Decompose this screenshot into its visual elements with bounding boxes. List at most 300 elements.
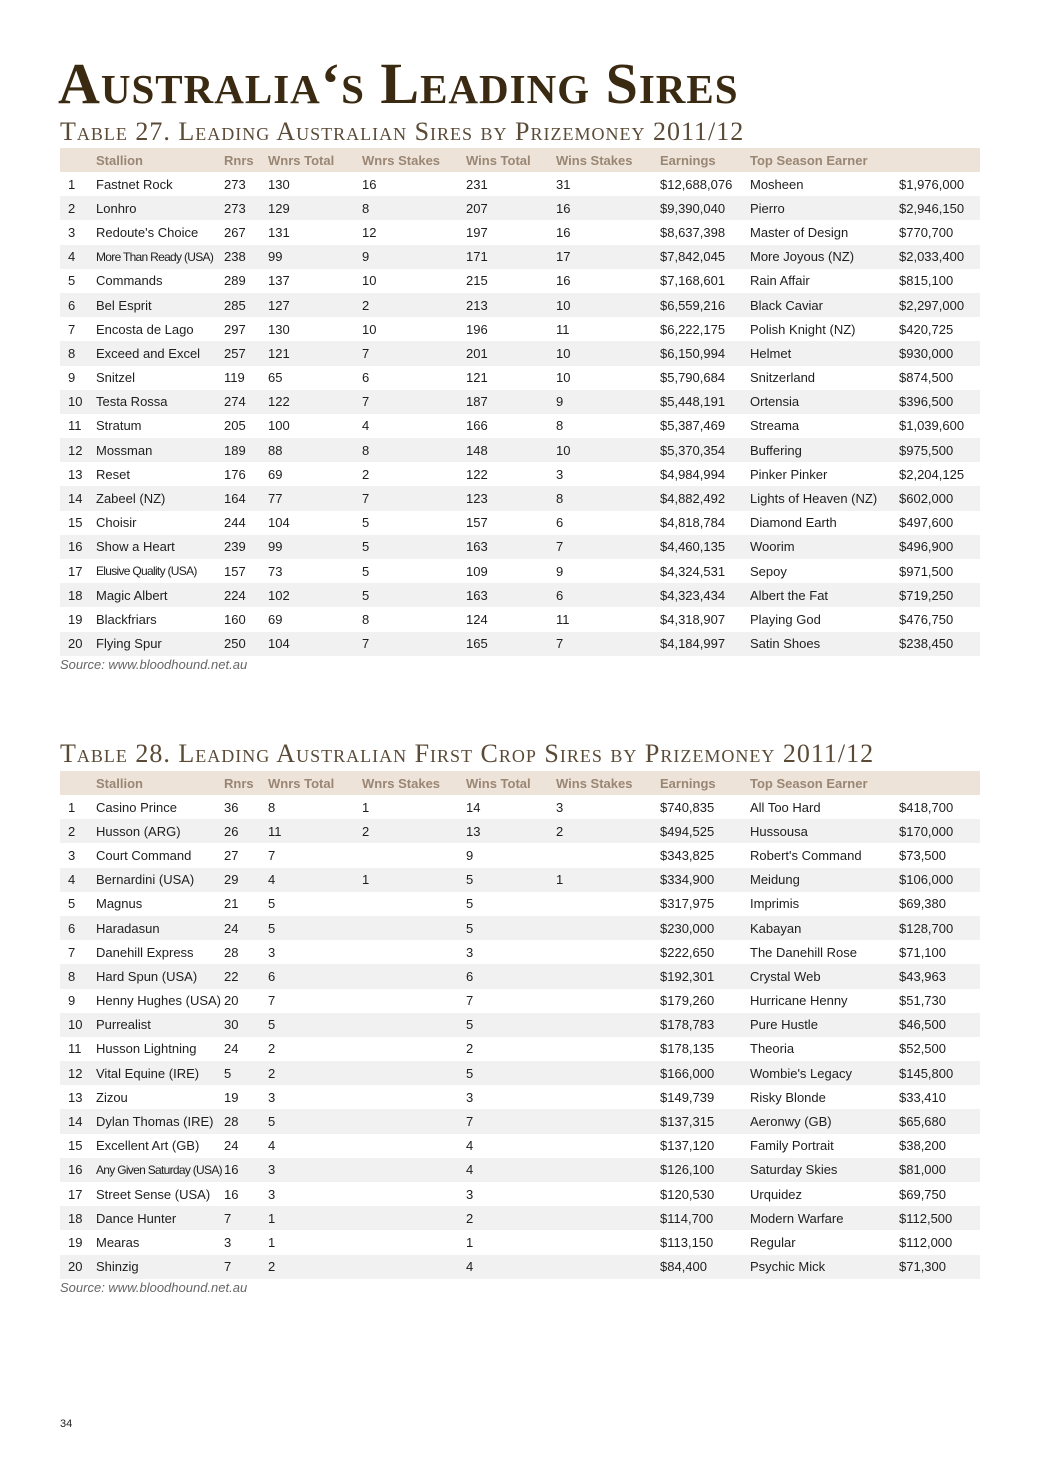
cell-wins-stakes: 17: [556, 245, 660, 269]
cell-wnrs-stakes: 7: [362, 341, 466, 365]
cell-wnrs-total: 104: [268, 515, 290, 531]
cell-top-earner-prize: $1,976,000: [899, 176, 965, 192]
cell-wnrs-total: 5: [268, 1013, 362, 1037]
cell-rank: 3: [68, 224, 76, 240]
cell-rnrs: 30: [224, 1013, 268, 1037]
cell-earnings: $179,260: [660, 993, 715, 1009]
cell-rank: 3: [68, 847, 76, 863]
table-row: [60, 196, 980, 220]
table-27-header: [60, 148, 980, 172]
cell-top-earner-prize: $815,100: [899, 273, 954, 289]
cell-wnrs-stakes: [362, 892, 466, 916]
table-row: [60, 892, 980, 916]
table-row: [60, 795, 980, 819]
cell-earnings: $222,650: [660, 944, 715, 960]
table-row: [60, 819, 980, 843]
cell-earnings: $7,842,045: [660, 245, 750, 269]
cell-stallion: Dylan Thomas (IRE): [96, 1109, 224, 1133]
cell-wins-stakes: [556, 1158, 660, 1182]
cell-wins-total: 3: [466, 944, 474, 960]
cell-wnrs-stakes: 6: [362, 370, 370, 386]
cell-wnrs-stakes: 9: [362, 245, 466, 269]
cell-rnrs: 28: [224, 1109, 268, 1133]
cell-wnrs-stakes: [362, 1206, 466, 1230]
cell-earnings: $126,100: [660, 1158, 750, 1182]
cell-wnrs-total: 3: [268, 944, 276, 960]
cell-earnings: $4,184,997: [660, 632, 750, 656]
table-row: [60, 1013, 980, 1037]
header-wins-stakes: Wins Stakes: [556, 771, 660, 795]
cell-wins-total: 5: [466, 1013, 556, 1037]
cell-wins-total: 4: [466, 1138, 474, 1154]
cell-earnings: $4,984,994: [660, 466, 726, 482]
cell-rank: 5: [68, 896, 76, 912]
cell-wnrs-total: 65: [268, 370, 283, 386]
cell-wnrs-stakes: 4: [362, 418, 370, 434]
cell-rnrs: 224: [224, 583, 268, 607]
cell-rank: 5: [68, 273, 76, 289]
cell-wins-stakes: 8: [556, 486, 660, 510]
cell-earnings: $343,825: [660, 847, 715, 863]
cell-stallion: Shinzig: [96, 1255, 224, 1279]
cell-rnrs: 119: [224, 370, 245, 386]
table-row: [60, 1182, 980, 1206]
cell-wins-total: 3: [466, 1186, 474, 1202]
cell-rnrs: 19: [224, 1089, 239, 1105]
cell-rnrs: 189: [224, 438, 268, 462]
table-row: [60, 220, 980, 244]
cell-stallion: Commands: [96, 273, 163, 289]
table-28-source: Source: www.bloodhound.net.au: [60, 1280, 248, 1295]
cell-wnrs-total: 130: [268, 176, 290, 192]
cell-stallion: Choisir: [96, 515, 137, 531]
cell-wins-stakes: 3: [556, 466, 564, 482]
cell-rnrs: 157: [224, 563, 246, 579]
table-row: [60, 1109, 980, 1133]
cell-stallion: Lonhro: [96, 196, 224, 220]
cell-rank: 11: [68, 1041, 82, 1057]
cell-wins-total: 207: [466, 196, 556, 220]
cell-rank: 14: [60, 486, 96, 510]
cell-wnrs-stakes: 2: [362, 466, 370, 482]
cell-wins-total: 196: [466, 321, 488, 337]
cell-rank: 12: [60, 438, 96, 462]
cell-stallion: Bernardini (USA): [96, 868, 224, 892]
cell-wins-stakes: [556, 1230, 660, 1254]
cell-wins-total: 148: [466, 438, 556, 462]
cell-wnrs-total: 69: [268, 466, 283, 482]
cell-wins-stakes: 11: [556, 611, 570, 627]
cell-earnings: $5,387,469: [660, 418, 726, 434]
cell-stallion: Dance Hunter: [96, 1206, 224, 1230]
table-row: [60, 1255, 980, 1279]
cell-wnrs-total: 137: [268, 273, 290, 289]
header-wins-total: Wins Total: [466, 148, 556, 172]
cell-wins-stakes: 10: [556, 438, 660, 462]
cell-rank: 1: [68, 176, 76, 192]
cell-rank: 9: [68, 993, 76, 1009]
cell-stallion: Flying Spur: [96, 632, 224, 656]
cell-wnrs-stakes: 5: [362, 583, 466, 607]
cell-rnrs: 27: [224, 847, 239, 863]
cell-wnrs-total: 77: [268, 486, 362, 510]
cell-top-season-earner: Rain Affair: [750, 273, 810, 289]
cell-rank: 12: [60, 1061, 96, 1085]
cell-wnrs-stakes: [362, 1013, 466, 1037]
cell-stallion: Mearas: [96, 1234, 140, 1250]
cell-earnings: $178,783: [660, 1013, 750, 1037]
cell-earnings: $5,448,191: [660, 390, 750, 414]
table-row: [60, 269, 980, 293]
cell-stallion: Casino Prince: [96, 799, 177, 815]
cell-wnrs-total: 100: [268, 418, 290, 434]
cell-wins-total: 9: [466, 847, 474, 863]
cell-top-earner-prize: $2,204,125: [899, 466, 965, 482]
cell-rnrs: 20: [224, 993, 239, 1009]
cell-rnrs: 16: [224, 1158, 268, 1182]
cell-wnrs-total: 99: [268, 245, 362, 269]
cell-wins-stakes: [556, 843, 660, 867]
cell-wins-total: 109: [466, 563, 488, 579]
cell-rnrs: 238: [224, 245, 268, 269]
cell-wnrs-total: 3: [268, 1186, 276, 1202]
cell-wins-total: 13: [466, 819, 556, 843]
header-rank: [60, 771, 96, 795]
cell-top-season-earner: Pure Hustle: [750, 1013, 899, 1037]
cell-rnrs: 16: [224, 1186, 239, 1202]
header-rnrs: Rnrs: [224, 771, 268, 795]
cell-wins-total: 121: [466, 370, 488, 386]
cell-rank: 19: [68, 611, 83, 627]
table-row: [60, 964, 980, 988]
cell-rnrs: 164: [224, 486, 268, 510]
cell-top-season-earner: All Too Hard: [750, 799, 821, 815]
cell-wins-stakes: 7: [556, 632, 660, 656]
cell-rnrs: 239: [224, 535, 268, 559]
cell-top-earner-prize: $874,500: [899, 370, 954, 386]
cell-top-season-earner: Diamond Earth: [750, 515, 837, 531]
cell-top-season-earner: Mosheen: [750, 176, 804, 192]
table-27-title: Table 27. Leading Australian Sires by Prizemoney 2011/12: [60, 117, 745, 146]
cell-top-earner-prize: $1,039,600: [899, 418, 965, 434]
cell-wnrs-stakes: 5: [362, 535, 466, 559]
cell-rnrs: 267: [224, 224, 246, 240]
cell-wnrs-stakes: 16: [362, 176, 377, 192]
table-row: [60, 366, 980, 390]
page-number: 34: [60, 1418, 73, 1430]
cell-top-season-earner: Pinker Pinker: [750, 466, 828, 482]
cell-wins-stakes: [556, 1013, 660, 1037]
cell-wnrs-stakes: 7: [362, 390, 466, 414]
cell-wnrs-total: 7: [268, 993, 276, 1009]
cell-rank: 17: [68, 563, 83, 579]
cell-top-earner-prize: $145,800: [899, 1061, 980, 1085]
cell-rank: 8: [60, 964, 96, 988]
cell-wins-total: 215: [466, 273, 488, 289]
cell-stallion: Zizou: [96, 1089, 128, 1105]
cell-top-earner-prize: $770,700: [899, 224, 954, 240]
cell-wnrs-stakes: [362, 1230, 466, 1254]
cell-earnings: $137,315: [660, 1109, 750, 1133]
table-row: [60, 1037, 980, 1061]
cell-stallion: Fastnet Rock: [96, 176, 173, 192]
table-row: [60, 462, 980, 486]
cell-wins-total: 14: [466, 799, 481, 815]
cell-rnrs: 205: [224, 418, 246, 434]
cell-wins-stakes: 1: [556, 868, 660, 892]
cell-rnrs: 29: [224, 868, 268, 892]
table-row: [60, 486, 980, 510]
table-row: [60, 1085, 980, 1109]
cell-rank: 13: [68, 1089, 83, 1105]
cell-wnrs-stakes: 1: [362, 868, 466, 892]
cell-stallion: Elusive Quality (USA): [96, 564, 197, 579]
cell-rnrs: 7: [224, 1206, 268, 1230]
table-row: [60, 632, 980, 656]
cell-stallion: Zabeel (NZ): [96, 486, 224, 510]
cell-wnrs-total: 7: [268, 847, 276, 863]
cell-rank: 8: [60, 341, 96, 365]
cell-rnrs: 21: [224, 896, 239, 912]
cell-wins-stakes: 16: [556, 224, 571, 240]
cell-top-season-earner: Master of Design: [750, 224, 849, 240]
table-row: [60, 341, 980, 365]
cell-top-season-earner: Lights of Heaven (NZ): [750, 486, 899, 510]
table-row: [60, 245, 980, 269]
cell-wins-total: 5: [466, 896, 474, 912]
cell-wins-stakes: 10: [556, 370, 571, 386]
table-row: [60, 172, 980, 196]
cell-rank: 7: [68, 944, 76, 960]
cell-wnrs-total: 5: [268, 896, 276, 912]
cell-top-season-earner: More Joyous (NZ): [750, 245, 899, 269]
header-wnrs-total: Wnrs Total: [268, 771, 362, 795]
cell-wnrs-stakes: 10: [362, 321, 377, 337]
cell-top-earner-prize: $81,000: [899, 1158, 980, 1182]
cell-wins-total: 166: [466, 418, 488, 434]
cell-top-earner-prize: $33,410: [899, 1089, 946, 1105]
table-row: [60, 293, 980, 317]
cell-rnrs: 250: [224, 632, 268, 656]
cell-wnrs-total: 5: [268, 916, 362, 940]
cell-top-season-earner: Woorim: [750, 535, 899, 559]
cell-wins-total: 4: [466, 1255, 556, 1279]
cell-wnrs-stakes: [362, 1085, 466, 1109]
cell-wnrs-total: 102: [268, 583, 362, 607]
table-row: [60, 583, 980, 607]
table-row: [60, 1206, 980, 1230]
cell-stallion: Hard Spun (USA): [96, 964, 224, 988]
cell-wins-total: 5: [466, 868, 556, 892]
cell-top-season-earner: Buffering: [750, 438, 899, 462]
cell-rank: 10: [60, 390, 96, 414]
cell-wins-total: 3: [466, 1089, 474, 1105]
cell-top-season-earner: Saturday Skies: [750, 1158, 899, 1182]
cell-earnings: $114,700: [660, 1206, 750, 1230]
cell-top-earner-prize: $112,000: [899, 1234, 953, 1250]
table-row: [60, 559, 980, 583]
cell-wins-total: 5: [466, 1061, 556, 1085]
cell-rnrs: 26: [224, 819, 268, 843]
cell-rank: 10: [60, 1013, 96, 1037]
cell-wins-stakes: [556, 1109, 660, 1133]
header-wins-stakes: Wins Stakes: [556, 148, 660, 172]
cell-wins-stakes: [556, 1255, 660, 1279]
cell-rnrs: 285: [224, 293, 268, 317]
cell-top-earner-prize: $52,500: [899, 1041, 946, 1057]
cell-stallion: Purrealist: [96, 1013, 224, 1037]
cell-wins-total: 1: [466, 1234, 474, 1250]
cell-wins-stakes: [556, 940, 660, 964]
cell-rnrs: 289: [224, 273, 246, 289]
cell-top-season-earner: Helmet: [750, 341, 899, 365]
cell-stallion: Husson Lightning: [96, 1041, 197, 1057]
cell-top-season-earner: Snitzerland: [750, 370, 816, 386]
cell-top-earner-prize: $71,300: [899, 1255, 980, 1279]
cell-wnrs-stakes: 2: [362, 293, 466, 317]
cell-stallion: Testa Rossa: [96, 390, 224, 414]
cell-top-earner-prize: $497,600: [899, 515, 954, 531]
cell-earnings: $5,790,684: [660, 370, 726, 386]
cell-wnrs-stakes: 7: [362, 486, 466, 510]
cell-rank: 14: [60, 1109, 96, 1133]
cell-wins-total: 124: [466, 611, 488, 627]
cell-stallion: Magnus: [96, 896, 143, 912]
cell-wnrs-stakes: 8: [362, 611, 370, 627]
cell-top-earner-prize: $476,750: [899, 611, 954, 627]
cell-top-earner-prize: $69,750: [899, 1186, 946, 1202]
cell-wins-total: 163: [466, 583, 556, 607]
header-top-earner-prize: [899, 771, 980, 795]
header-top-season-earner: Top Season Earner: [750, 771, 899, 795]
cell-rank: 15: [68, 1138, 83, 1154]
cell-rnrs: 244: [224, 515, 246, 531]
cell-rank: 4: [60, 868, 96, 892]
cell-wnrs-total: 99: [268, 535, 362, 559]
cell-rank: 20: [60, 1255, 96, 1279]
cell-stallion: Reset: [96, 466, 130, 482]
cell-rank: 4: [60, 245, 96, 269]
cell-wins-stakes: 10: [556, 341, 660, 365]
cell-earnings: $4,460,135: [660, 535, 750, 559]
table-28-header: [60, 771, 980, 795]
cell-rnrs: 24: [224, 1138, 239, 1154]
cell-wnrs-total: 2: [268, 1061, 362, 1085]
cell-wnrs-total: 121: [268, 341, 362, 365]
cell-wnrs-total: 5: [268, 1109, 362, 1133]
cell-wnrs-stakes: [362, 1255, 466, 1279]
table-28: [60, 771, 980, 1279]
cell-wins-total: 4: [466, 1158, 556, 1182]
cell-rank: 7: [68, 321, 76, 337]
cell-top-season-earner: Modern Warfare: [750, 1206, 899, 1230]
cell-wnrs-stakes: [362, 1158, 466, 1182]
cell-wnrs-stakes: 8: [362, 438, 466, 462]
cell-top-season-earner: Urquidez: [750, 1186, 803, 1202]
cell-stallion: Stratum: [96, 418, 142, 434]
table-row: [60, 940, 980, 964]
cell-earnings: $334,900: [660, 868, 750, 892]
header-stallion: Stallion: [96, 771, 224, 795]
cell-earnings: $149,739: [660, 1089, 715, 1105]
cell-wins-stakes: [556, 1206, 660, 1230]
cell-top-season-earner: Albert the Fat: [750, 583, 899, 607]
cell-earnings: $137,120: [660, 1138, 715, 1154]
cell-rank: 9: [68, 370, 76, 386]
cell-top-earner-prize: $971,500: [899, 563, 954, 579]
cell-wnrs-stakes: [362, 916, 466, 940]
cell-top-season-earner: Robert's Command: [750, 847, 862, 863]
table-row: [60, 511, 980, 535]
cell-top-season-earner: Hussousa: [750, 819, 899, 843]
page-title: Australia‘s Leading Sires: [58, 51, 739, 116]
cell-earnings: $8,637,398: [660, 224, 726, 240]
cell-earnings: $6,559,216: [660, 293, 750, 317]
cell-wins-total: 213: [466, 293, 556, 317]
cell-top-season-earner: Polish Knight (NZ): [750, 321, 856, 337]
cell-wnrs-total: 131: [268, 224, 290, 240]
cell-wins-stakes: [556, 916, 660, 940]
cell-wins-total: 165: [466, 632, 556, 656]
cell-top-earner-prize: $170,000: [899, 819, 980, 843]
cell-rnrs: 176: [224, 466, 246, 482]
cell-wnrs-total: 4: [268, 1138, 276, 1154]
cell-wnrs-total: 4: [268, 868, 362, 892]
table-27: [60, 148, 980, 656]
header-top-earner-prize: [899, 148, 980, 172]
cell-top-earner-prize: $418,700: [899, 799, 954, 815]
cell-top-earner-prize: $73,500: [899, 847, 946, 863]
cell-wins-stakes: 3: [556, 799, 564, 815]
cell-wins-total: 2: [466, 1041, 474, 1057]
cell-top-season-earner: Satin Shoes: [750, 632, 899, 656]
cell-wnrs-total: 69: [268, 611, 283, 627]
cell-earnings: $9,390,040: [660, 196, 750, 220]
cell-top-season-earner: Black Caviar: [750, 293, 899, 317]
table-row: [60, 916, 980, 940]
header-earnings: Earnings: [660, 148, 750, 172]
cell-rank: 2: [60, 819, 96, 843]
cell-stallion: Excellent Art (GB): [96, 1138, 200, 1154]
cell-wnrs-total: 6: [268, 964, 362, 988]
cell-earnings: $4,323,434: [660, 583, 750, 607]
cell-earnings: $6,150,994: [660, 341, 750, 365]
cell-earnings: $4,882,492: [660, 486, 750, 510]
cell-stallion: Magic Albert: [96, 583, 224, 607]
cell-top-earner-prize: $43,963: [899, 964, 980, 988]
table-row: [60, 1158, 980, 1182]
table-row: [60, 438, 980, 462]
cell-earnings: $4,318,907: [660, 611, 726, 627]
cell-wnrs-stakes: [362, 964, 466, 988]
cell-rnrs: 257: [224, 341, 268, 365]
cell-wnrs-total: 104: [268, 632, 362, 656]
cell-rank: 11: [68, 418, 82, 434]
cell-rnrs: 274: [224, 390, 268, 414]
cell-earnings: $166,000: [660, 1061, 750, 1085]
cell-top-season-earner: Playing God: [750, 611, 821, 627]
cell-wins-total: 163: [466, 535, 556, 559]
table-row: [60, 868, 980, 892]
cell-top-earner-prize: $112,500: [899, 1206, 980, 1230]
cell-rank: 6: [60, 293, 96, 317]
cell-wins-total: 231: [466, 176, 488, 192]
table-row: [60, 317, 980, 341]
cell-top-season-earner: Hurricane Henny: [750, 993, 848, 1009]
cell-wins-stakes: [556, 1037, 660, 1061]
cell-wnrs-total: 1: [268, 1234, 276, 1250]
cell-rnrs: 24: [224, 1041, 239, 1057]
